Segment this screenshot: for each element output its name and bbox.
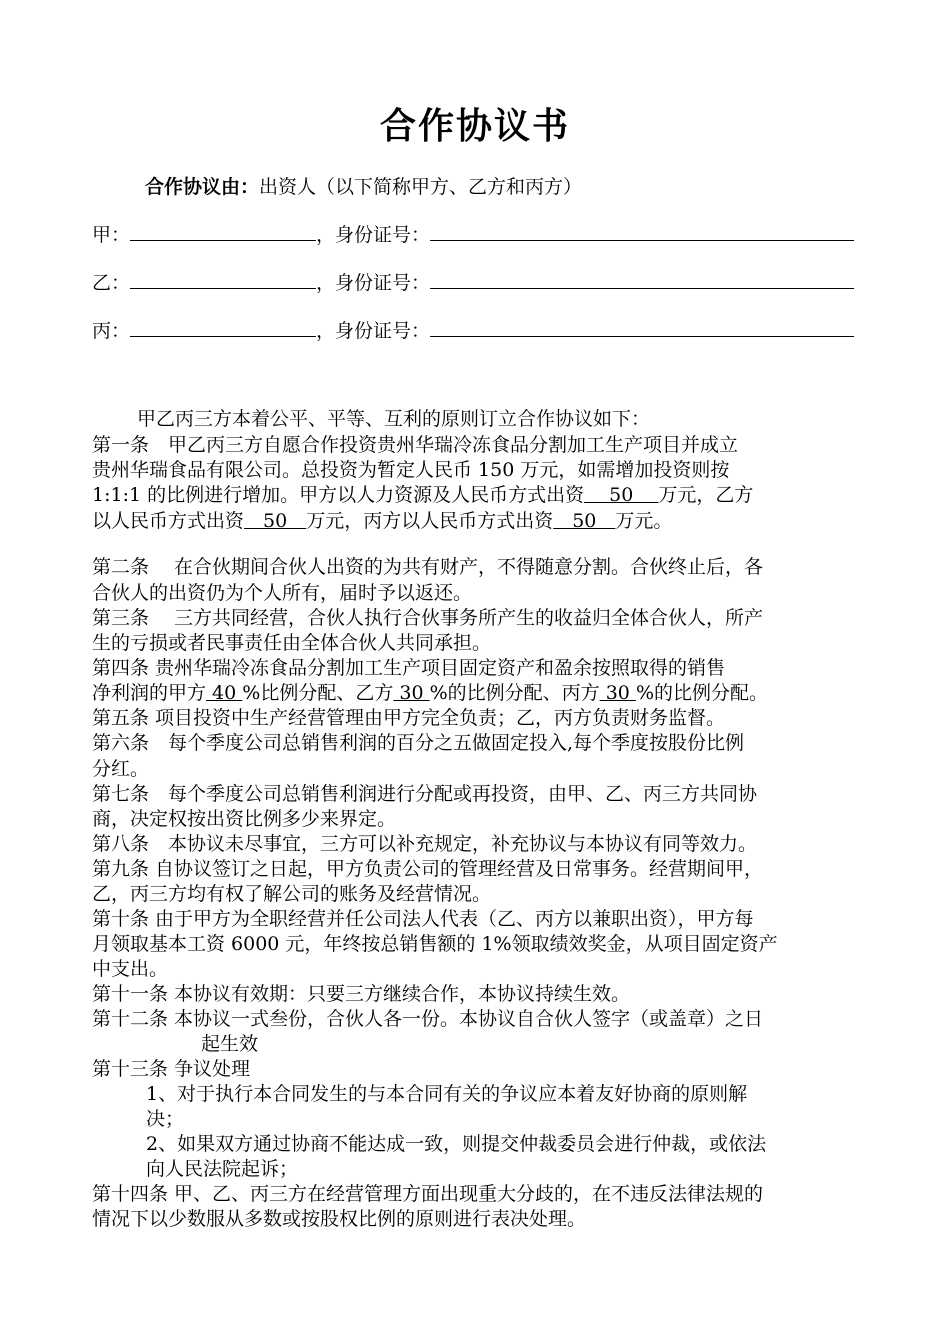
article14-line2: 情况下以少数服从多数或按股权比例的原则进行表决处理。 <box>92 1208 587 1230</box>
intro-label: 合作协议由： <box>145 176 260 198</box>
party-b-name-blank[interactable] <box>130 268 316 289</box>
party-c-id-label: ，身份证号： <box>316 320 431 342</box>
article9-line2: 乙，丙三方均有权了解公司的账务及经营情况。 <box>92 883 492 905</box>
article1-line1: 第一条 甲乙丙三方自愿合作投资贵州华瑞冷冻食品分割加工生产项目并成立 <box>92 434 739 456</box>
article4-line2 <box>92 680 768 706</box>
party-a-row <box>92 220 854 250</box>
party-c-row <box>92 316 854 346</box>
article7-line2: 商，决定权按出资比例多少来界定。 <box>92 808 397 830</box>
article1-line3-tail: 万元，乙方 <box>658 484 754 506</box>
party-b-id-blank[interactable] <box>430 268 854 289</box>
article4-line2-d: %的比例分配。 <box>635 682 768 704</box>
article1-line4-mid: 万元，丙方以人民币方式出资 <box>306 510 554 532</box>
article2-line1: 第二条 在合伙期间合伙人出资的为共有财产，不得随意分割。合伙终止后，各 <box>92 556 764 578</box>
article4-line1: 第四条 贵州华瑞冷冻食品分割加工生产项目固定资产和盈余按照取得的销售 <box>92 657 726 679</box>
party-a-id-label: ，身份证号： <box>316 224 431 246</box>
article6-line2: 分红。 <box>92 758 150 780</box>
article4-line2-b: %比例分配、乙方 <box>242 682 394 704</box>
party-c-id-blank[interactable] <box>430 316 854 337</box>
article11: 第十一条 本协议有效期：只要三方继续合作，本协议持续生效。 <box>92 983 631 1005</box>
investment-amount-a: 50 <box>584 484 659 506</box>
article10-line1: 第十条 由于甲方为全职经营并任公司法人代表（乙、丙方以兼职出资），甲方每 <box>92 908 754 930</box>
article9-line1: 第九条 自协议签订之日起，甲方负责公司的管理经营及日常事务。经营期间甲， <box>92 858 764 880</box>
article8: 第八条 本协议未尽事宜，三方可以补充规定，补充协议与本协议有同等效力。 <box>92 833 758 855</box>
article2-line2: 合伙人的出资仍为个人所有，届时予以返还。 <box>92 582 473 604</box>
profit-share-c: 30 <box>599 682 636 704</box>
party-a-id-blank[interactable] <box>430 220 854 241</box>
document-title: 合作协议书 <box>379 105 570 147</box>
party-b-label: 乙： <box>92 272 131 294</box>
intro-text: 出资人（以下简称甲方、乙方和丙方） <box>259 176 583 198</box>
profit-share-b: 30 <box>393 682 430 704</box>
article10-line2: 月领取基本工资 6000 元，年终按总销售额的 1%领取绩效奖金，从项目固定资产 <box>92 933 778 955</box>
party-b-row <box>92 268 854 298</box>
article1-line4-text: 以人民币方式出资 <box>92 510 245 532</box>
profit-share-a: 40 <box>206 682 243 704</box>
article13-item1-line1: 1、对于执行本合同发生的与本合同有关的争议应本着友好协商的原则解 <box>146 1083 748 1105</box>
article4-line2-text: 净利润的甲方 <box>92 682 207 704</box>
article5: 第五条 项目投资中生产经营管理由甲方完全负责；乙，丙方负责财务监督。 <box>92 707 726 729</box>
article13-item2-line2: 向人民法院起诉； <box>146 1158 299 1180</box>
article3-line2: 生的亏损或者民事责任由全体合伙人共同承担。 <box>92 632 492 654</box>
article7-line1: 第七条 每个季度公司总销售利润进行分配或再投资，由甲、乙、丙三方共同协 <box>92 783 758 805</box>
article13-item1-line2: 决； <box>146 1108 185 1130</box>
article1-line3 <box>92 482 753 508</box>
article13-heading: 第十三条 争议处理 <box>92 1058 251 1080</box>
article10-line3: 中支出。 <box>92 958 169 980</box>
article12-line1: 第十二条 本协议一式叁份，合伙人各一份。本协议自合伙人签字（或盖章）之日 <box>92 1008 764 1030</box>
party-c-name-blank[interactable] <box>130 316 316 337</box>
article3-line1: 第三条 三方共同经营，合伙人执行合伙事务所产生的收益归全体合伙人，所产 <box>92 607 764 629</box>
article12-line2: 起生效 <box>201 1033 259 1055</box>
party-a-name-blank[interactable] <box>130 220 316 241</box>
investment-amount-c: 50 <box>553 510 616 532</box>
article14-line1: 第十四条 甲、乙、丙三方在经营管理方面出现重大分歧的，在不违反法律法规的 <box>92 1183 764 1205</box>
article13-item2-line1: 2、如果双方通过协商不能达成一致，则提交仲裁委员会进行仲裁，或依法 <box>146 1133 767 1155</box>
party-a-label: 甲： <box>92 224 131 246</box>
article4-line2-c: %的比例分配、丙方 <box>429 682 600 704</box>
article6-line1: 第六条 每个季度公司总销售利润的百分之五做固定投入,每个季度按股份比例 <box>92 732 745 754</box>
article1-line3-text: 1:1:1 的比例进行增加。甲方以人力资源及人民币方式出资 <box>92 484 585 506</box>
investment-amount-b: 50 <box>244 510 307 532</box>
party-c-label: 丙： <box>92 320 131 342</box>
article1-line4-tail: 万元。 <box>615 510 673 532</box>
article1-line2: 贵州华瑞食品有限公司。总投资为暂定人民币 150 万元，如需增加投资则按 <box>92 459 730 481</box>
intro-line <box>145 172 582 199</box>
party-b-id-label: ，身份证号： <box>316 272 431 294</box>
preamble: 甲乙丙三方本着公平、平等、互利的原则订立合作协议如下： <box>137 408 651 430</box>
article1-line4 <box>92 508 672 534</box>
